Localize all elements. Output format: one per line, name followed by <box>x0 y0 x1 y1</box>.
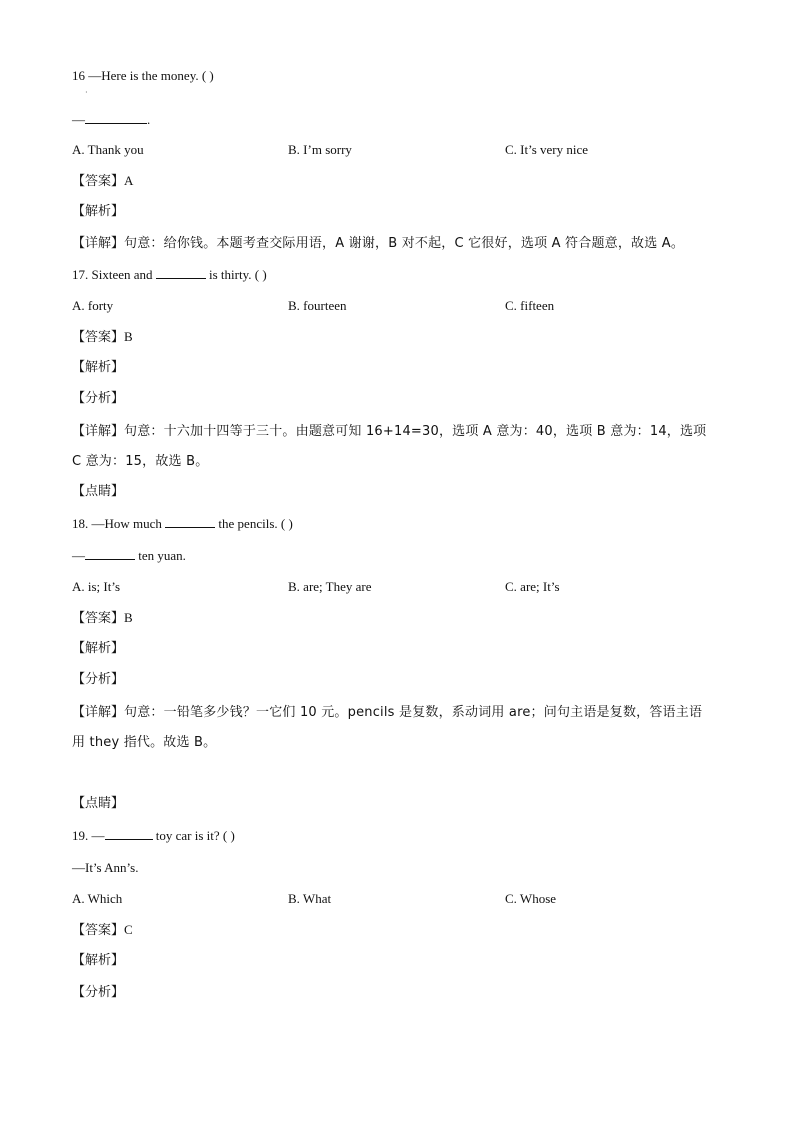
q19-answer-value: C <box>124 922 133 937</box>
q17-stem-prefix: 17. Sixteen and <box>72 267 156 282</box>
q16-analysis-label: 【解析】 <box>72 204 125 219</box>
q16-reply-dash: — <box>72 112 85 127</box>
q19-answer <box>72 921 133 940</box>
q16-option-b: B. I’m sorry <box>288 142 352 157</box>
q18-stem-suffix: the pencils. ( ) <box>215 516 293 531</box>
q18-fenxi-label: 【分析】 <box>72 672 125 687</box>
q16-stem: 16 —Here is the money. ( ) <box>72 68 214 83</box>
q19-stem-prefix: 19. — <box>72 828 105 843</box>
q18-detail-line2: 用 they 指代。故选 B。 <box>72 735 217 750</box>
q18-detail-text1: 句意：一铅笔多少钱？一它们 10 元。pencils 是复数，系动词用 are；问句主语是复数，答语主语 <box>124 705 703 720</box>
q16-detail <box>72 234 684 253</box>
q17-option-c: C. fifteen <box>505 298 555 313</box>
q18-stem <box>72 515 293 533</box>
q18-stem-prefix: 18. —How much <box>72 516 166 531</box>
q16-reply-end: . <box>147 112 151 127</box>
q18-answer <box>72 609 133 628</box>
q17-detail-label: 【详解】 <box>72 424 125 439</box>
q16-option-c: C. It’s very nice <box>505 142 589 157</box>
q18-detail-line1 <box>72 703 702 722</box>
q18-reply-end: ten yuan. <box>135 548 186 563</box>
q19-stem <box>72 827 235 845</box>
q17-option-b: B. fourteen <box>288 298 347 313</box>
q19-option-a: A. Which <box>72 891 123 906</box>
stray-dot: · <box>85 88 88 97</box>
q16-reply <box>72 111 150 129</box>
q18-option-c: C. are; It’s <box>505 579 560 594</box>
q18-option-b: B. are; They are <box>288 579 372 594</box>
q17-answer <box>72 328 133 347</box>
q19-analysis-label: 【解析】 <box>72 953 125 968</box>
q17-blank <box>156 267 206 279</box>
q17-dianjing-label: 【点睛】 <box>72 484 125 499</box>
q19-reply: —It’s Ann’s. <box>72 860 139 875</box>
q16-answer <box>72 172 133 191</box>
q18-answer-label: 【答案】 <box>72 611 125 626</box>
q19-option-b: B. What <box>288 891 332 906</box>
q19-answer-label: 【答案】 <box>72 923 125 938</box>
q19-option-c: C. Whose <box>505 891 557 906</box>
q18-reply <box>72 547 186 565</box>
q17-fenxi-label: 【分析】 <box>72 391 125 406</box>
q17-analysis-label: 【解析】 <box>72 360 125 375</box>
q16-blank <box>85 112 147 124</box>
q17-detail-line2: C 意为：15，故选 B。 <box>72 454 209 469</box>
q19-blank <box>105 828 153 840</box>
q19-fenxi-label: 【分析】 <box>72 985 125 1000</box>
q18-analysis-label: 【解析】 <box>72 641 125 656</box>
q19-stem-suffix: toy car is it? ( ) <box>152 828 235 843</box>
q17-stem-suffix: is thirty. ( ) <box>205 267 267 282</box>
q17-answer-label: 【答案】 <box>72 330 125 345</box>
q17-detail-line1 <box>72 422 706 441</box>
q18-blank-2 <box>85 548 135 560</box>
q17-answer-value: B <box>124 329 133 344</box>
q16-answer-value: A <box>124 173 134 188</box>
q16-answer-label: 【答案】 <box>72 174 125 189</box>
q16-detail-label: 【详解】 <box>72 236 125 251</box>
q17-detail-text1: 句意：十六加十四等于三十。由题意可知 16+14=30，选项 A 意为：40，选项 B 意为：14，选项 <box>124 424 707 439</box>
q18-answer-value: B <box>124 610 133 625</box>
q18-option-a: A. is; It’s <box>72 579 121 594</box>
q18-reply-dash: — <box>72 548 85 563</box>
q17-stem <box>72 266 267 284</box>
q18-detail-label: 【详解】 <box>72 705 125 720</box>
q18-blank-1 <box>165 516 215 528</box>
q17-option-a: A. forty <box>72 298 114 313</box>
q16-option-a: A. Thank you <box>72 142 144 157</box>
q16-detail-text: 句意：给你钱。本题考查交际用语，A 谢谢，B 对不起，C 它很好，选项 A 符合题意，故选 A。 <box>124 236 685 251</box>
q18-dianjing-label: 【点睛】 <box>72 796 125 811</box>
